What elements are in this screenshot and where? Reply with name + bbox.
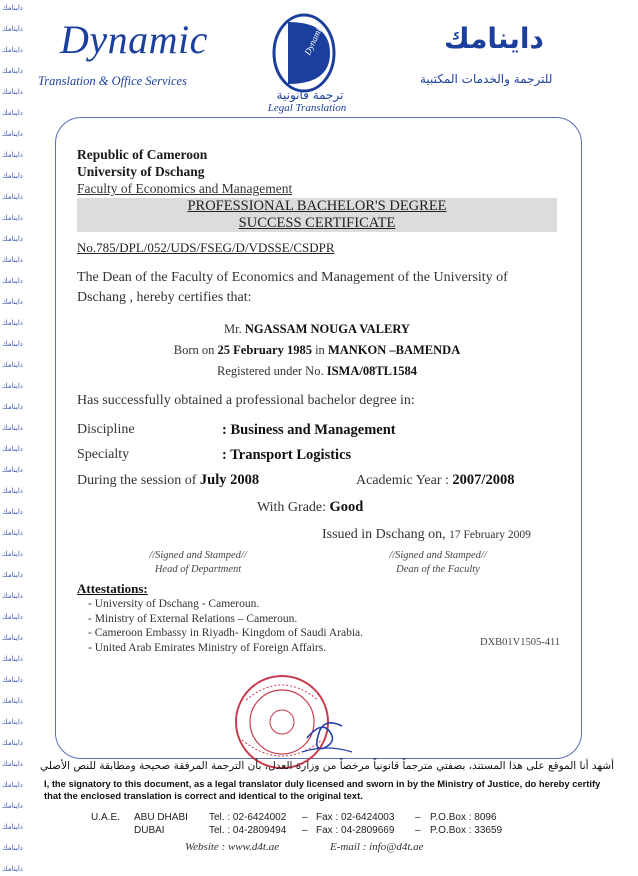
sidebar-watermark-text: داينامك — [2, 445, 23, 453]
attestation-item: - University of Dschang - Cameroun. — [88, 597, 363, 612]
footer-tel-dubai: Tel. : 04-2809494 — [209, 825, 287, 836]
sidebar-watermark-text: داينامك — [2, 151, 23, 159]
brand-name-en: Dynamic — [60, 17, 208, 62]
sidebar-watermark-text: داينامك — [2, 529, 23, 537]
brand-name-ar: داينامك — [444, 22, 544, 55]
sidebar-watermark-text: داينامك — [2, 67, 23, 75]
grade-value: Good — [329, 499, 364, 515]
sidebar-watermark-text: داينامك — [2, 403, 23, 411]
university-heading: University of Dschang — [77, 164, 205, 179]
sidebar-watermark-text: داينامك — [2, 382, 23, 390]
sig-right-line2: Dean of the Faculty — [396, 564, 480, 575]
faculty-heading: Faculty of Economics and Management — [77, 181, 293, 196]
sidebar-watermark-text: داينامك — [2, 844, 23, 852]
attestations-title: Attestations: — [77, 581, 148, 596]
sig-right-line1: //Signed and Stamped// — [389, 550, 487, 561]
birth-place: MANKON –BAMENDA — [327, 343, 461, 357]
sidebar-watermark-text: داينامك — [2, 25, 23, 33]
sidebar-watermark-text: داينامك — [2, 319, 23, 327]
sidebar-watermark-text: داينامك — [2, 214, 23, 222]
attestation-item: - Cameroon Embassy in Riyadh- Kingdom of Saudi Arabia. — [88, 626, 363, 641]
sidebar-watermark-text: داينامك — [2, 340, 23, 348]
specialty-label: Specialty — [77, 447, 130, 462]
session-prefix: During the session of — [77, 473, 197, 488]
sidebar-watermark-text: داينامك — [2, 550, 23, 558]
issued-date: 17 February 2009 — [449, 529, 531, 541]
sidebar-watermark-text: داينامك — [2, 634, 23, 642]
sidebar-watermark-text: داينامك — [2, 760, 23, 768]
sig-left-line2: Head of Department — [154, 564, 242, 575]
sidebar-watermark-text: داينامك — [2, 613, 23, 621]
born-prefix: Born on — [173, 343, 215, 357]
registration-number: ISMA/08TL1584 — [326, 364, 417, 378]
birth-date: 25 February 1985 — [217, 343, 312, 357]
emblem-text: Dynamic — [302, 22, 326, 57]
degree-title-line1: PROFESSIONAL BACHELOR'S DEGREE — [187, 198, 447, 214]
sidebar-watermark-text: داينامك — [2, 487, 23, 495]
grade-label: With Grade: — [257, 500, 327, 515]
sidebar-watermark-text: داينامك — [2, 466, 23, 474]
sidebar-watermark-text: داينامك — [2, 298, 23, 306]
holder-name-line — [77, 322, 557, 337]
degree-title — [77, 198, 557, 232]
footer-city-abu-dhabi: ABU DHABI — [134, 812, 188, 823]
sidebar-watermark-text: داينامك — [2, 592, 23, 600]
registration-line — [77, 364, 557, 379]
academic-year-line — [356, 472, 514, 489]
footer-dash: – — [302, 825, 308, 836]
footer-website[interactable]: Website : www.d4t.ae — [185, 841, 280, 853]
sidebar-watermark-text: داينامك — [2, 718, 23, 726]
footer-po-dubai: P.O.Box : 33659 — [430, 825, 503, 836]
born-in: in — [315, 343, 325, 357]
sidebar-watermark-text: داينامك — [2, 235, 23, 243]
holder-name: NGASSAM NOUGA VALERY — [244, 322, 410, 336]
birth-line — [77, 343, 557, 358]
reference-number: No.785/DPL/052/UDS/FSEG/D/VDSSE/CSDPR — [77, 240, 335, 255]
grade-line — [257, 499, 363, 516]
sidebar-watermark-text: داينامك — [2, 739, 23, 747]
sidebar-watermark-text: داينامك — [2, 256, 23, 264]
sidebar-watermark — [0, 0, 44, 876]
sidebar-watermark-text: داينامك — [2, 361, 23, 369]
sidebar-watermark-text: داينامك — [2, 172, 23, 180]
attestation-item: - United Arab Emirates Ministry of Foreign Affairs. — [88, 641, 363, 656]
academic-year-label: Academic Year : — [356, 473, 449, 488]
sidebar-watermark-text: داينامك — [2, 424, 23, 432]
translator-stamp-seal — [212, 660, 362, 770]
sidebar-watermark-text: داينامك — [2, 571, 23, 579]
sidebar-watermark-text: داينامك — [2, 697, 23, 705]
degree-title-line2: SUCCESS CERTIFICATE — [238, 215, 396, 231]
footer-fax-abu-dhabi: Fax : 02-6424003 — [316, 812, 395, 823]
legal-translation-en: Legal Translation — [267, 102, 347, 114]
name-prefix: Mr. — [224, 322, 242, 336]
translator-statement-en: I, the signatory to this document, as a legal translator duly licensed and sworn in by the Ministry of Justice, do hereby certify that the enclosed translation is correct and identical to the original text. — [44, 778, 601, 801]
footer-dash: – — [415, 812, 421, 823]
brand-tagline-ar: للترجمة والخدمات المكتبية — [420, 72, 553, 86]
country-heading: Republic of Cameroon — [77, 147, 208, 162]
attestations-list — [88, 597, 363, 655]
specialty-value: : Transport Logistics — [222, 447, 352, 463]
brand-tagline-en: Translation & Office Services — [38, 74, 187, 88]
session-line — [77, 472, 259, 489]
session-value: July 2008 — [199, 472, 260, 488]
sidebar-watermark-text: داينامك — [2, 109, 23, 117]
emblem-logo — [270, 12, 338, 94]
legal-translation-ar: ترجمة قانونية — [276, 88, 344, 102]
attestation-item: - Ministry of External Relations – Cameroun. — [88, 612, 363, 627]
sidebar-watermark-text: داينامك — [2, 193, 23, 201]
translator-statement-ar: أشهد أنا الموقع على هذا المستند، بصفتي مترجماً قانونياً مرخصاً من وزارة العدل، بأن الترجمة المرفقة صحيحة ومطابقة للنص الأصلي — [39, 760, 614, 772]
sidebar-watermark-text: داينامك — [2, 676, 23, 684]
footer-city-dubai: DUBAI — [134, 825, 165, 836]
sidebar-watermark-text: داينامك — [2, 865, 23, 873]
sidebar-watermark-text: داينامك — [2, 655, 23, 663]
registered-prefix: Registered under No. — [217, 364, 324, 378]
discipline-value: : Business and Management — [222, 422, 396, 438]
sidebar-watermark-text: داينامك — [2, 130, 23, 138]
sidebar-watermark-text: داينامك — [2, 508, 23, 516]
issued-line — [322, 527, 531, 543]
signature-head-of-department — [98, 549, 298, 577]
sidebar-watermark-text: داينامك — [2, 46, 23, 54]
footer-po-abu-dhabi: P.O.Box : 8096 — [430, 812, 497, 823]
issued-prefix: Issued in Dschang on, — [322, 527, 446, 542]
academic-year-value: 2007/2008 — [452, 472, 515, 488]
signature-dean — [338, 549, 538, 577]
sidebar-watermark-text: داينامك — [2, 823, 23, 831]
sidebar-watermark-text: داينامك — [2, 88, 23, 96]
discipline-label: Discipline — [77, 422, 135, 437]
sidebar-watermark-text: داينامك — [2, 802, 23, 810]
sidebar-watermark-text: داينامك — [2, 781, 23, 789]
obtained-statement: Has successfully obtained a professional bachelor degree in: — [77, 393, 415, 408]
footer-dash: – — [302, 812, 308, 823]
footer-email[interactable]: E-mail : info@d4t.ae — [330, 841, 424, 853]
footer-tel-abu-dhabi: Tel. : 02-6424002 — [209, 812, 287, 823]
footer-dash: – — [415, 825, 421, 836]
intro-paragraph: The Dean of the Faculty of Economics and Management of the University of Dschang , hereby certifies that: — [77, 270, 508, 305]
footer-country: U.A.E. — [91, 812, 120, 823]
document-code: DXB01V1505-411 — [480, 637, 561, 648]
sidebar-watermark-text: داينامك — [2, 4, 23, 12]
sidebar-watermark-text: داينامك — [2, 277, 23, 285]
sig-left-line1: //Signed and Stamped// — [149, 550, 247, 561]
footer-fax-dubai: Fax : 04-2809669 — [316, 825, 395, 836]
